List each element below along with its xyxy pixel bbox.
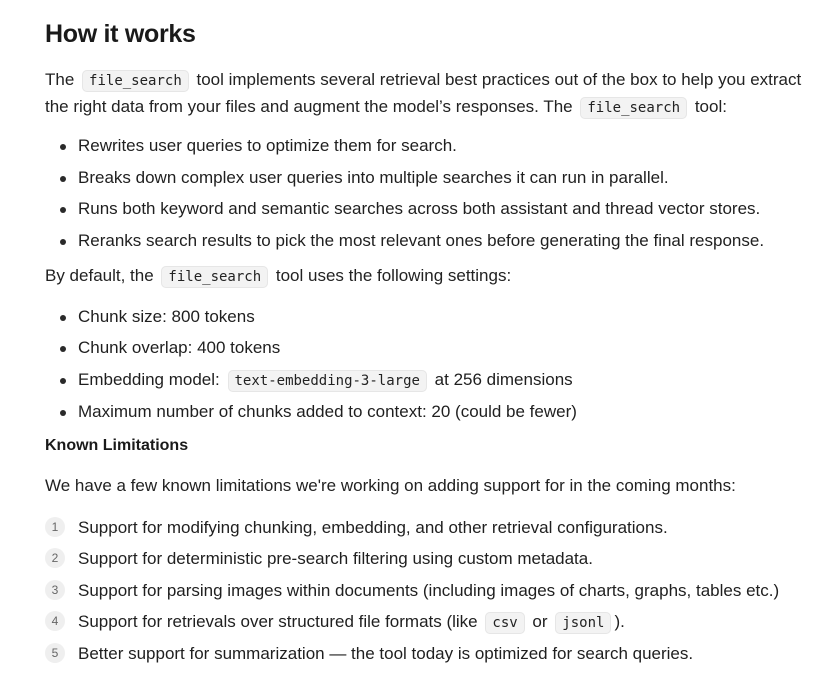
list-item: 3 Support for parsing images within documents (including images of charts, graphs, tables etc.): [45, 578, 820, 604]
list-item: 4 Support for retrievals over structured file formats (like csv or jsonl ).: [45, 609, 820, 635]
list-item: Chunk size: 800 tokens: [45, 304, 820, 330]
code-csv: csv: [485, 612, 524, 634]
list-item: Breaks down complex user queries into multiple searches it can run in parallel.: [45, 165, 820, 191]
limitations-heading: Known Limitations: [45, 436, 189, 454]
number-badge: 4: [45, 611, 65, 631]
number-badge: 5: [45, 643, 65, 663]
section-heading: How it works: [45, 20, 196, 48]
bullet-icon: [60, 176, 66, 182]
bullet-icon: [60, 378, 66, 384]
bullet-icon: [60, 346, 66, 352]
list-item: 2 Support for deterministic pre-search filtering using custom metadata.: [45, 546, 820, 572]
code-file-search: file_search: [580, 97, 687, 119]
intro-paragraph: [45, 67, 820, 121]
list-item: Rewrites user queries to optimize them for search.: [45, 133, 820, 159]
settings-list: [45, 304, 820, 425]
limitations-intro: We have a few known limitations we're working on adding support for in the coming months:: [45, 475, 736, 495]
bullet-icon: [60, 315, 66, 321]
list-item: Runs both keyword and semantic searches across both assistant and thread vector stores.: [45, 196, 820, 222]
bullet-icon: [60, 410, 66, 416]
intro-text-2: tool implements several retrieval best practices out of the box to help you extract the right data from your files and augment the model’s responses. The: [45, 70, 802, 116]
limitations-list: [45, 515, 820, 667]
list-item: Maximum number of chunks added to context: 20 (could be fewer): [45, 399, 820, 425]
code-jsonl: jsonl: [555, 612, 611, 634]
code-embedding-model: text-embedding-3-large: [228, 370, 427, 392]
number-badge: 1: [45, 517, 65, 537]
list-item: Embedding model: text-embedding-3-large at 256 dimensions: [45, 367, 820, 393]
number-badge: 3: [45, 580, 65, 600]
intro-text-3: tool:: [694, 97, 727, 116]
list-item: 5 Better support for summarization — the tool today is optimized for search queries.: [45, 641, 820, 667]
list-item: Chunk overlap: 400 tokens: [45, 335, 820, 361]
best-practices-list: [45, 133, 820, 254]
intro-text-1: The: [45, 70, 75, 89]
code-file-search: file_search: [82, 70, 189, 92]
list-item: 1 Support for modifying chunking, embedding, and other retrieval configurations.: [45, 515, 820, 541]
settings-intro-paragraph: By default, the file_search tool uses the following settings:: [45, 263, 820, 290]
bullet-icon: [60, 207, 66, 213]
bullet-icon: [60, 144, 66, 150]
list-item: Reranks search results to pick the most relevant ones before generating the final response.: [45, 228, 820, 254]
code-file-search: file_search: [161, 266, 268, 288]
number-badge: 2: [45, 548, 65, 568]
bullet-icon: [60, 239, 66, 245]
